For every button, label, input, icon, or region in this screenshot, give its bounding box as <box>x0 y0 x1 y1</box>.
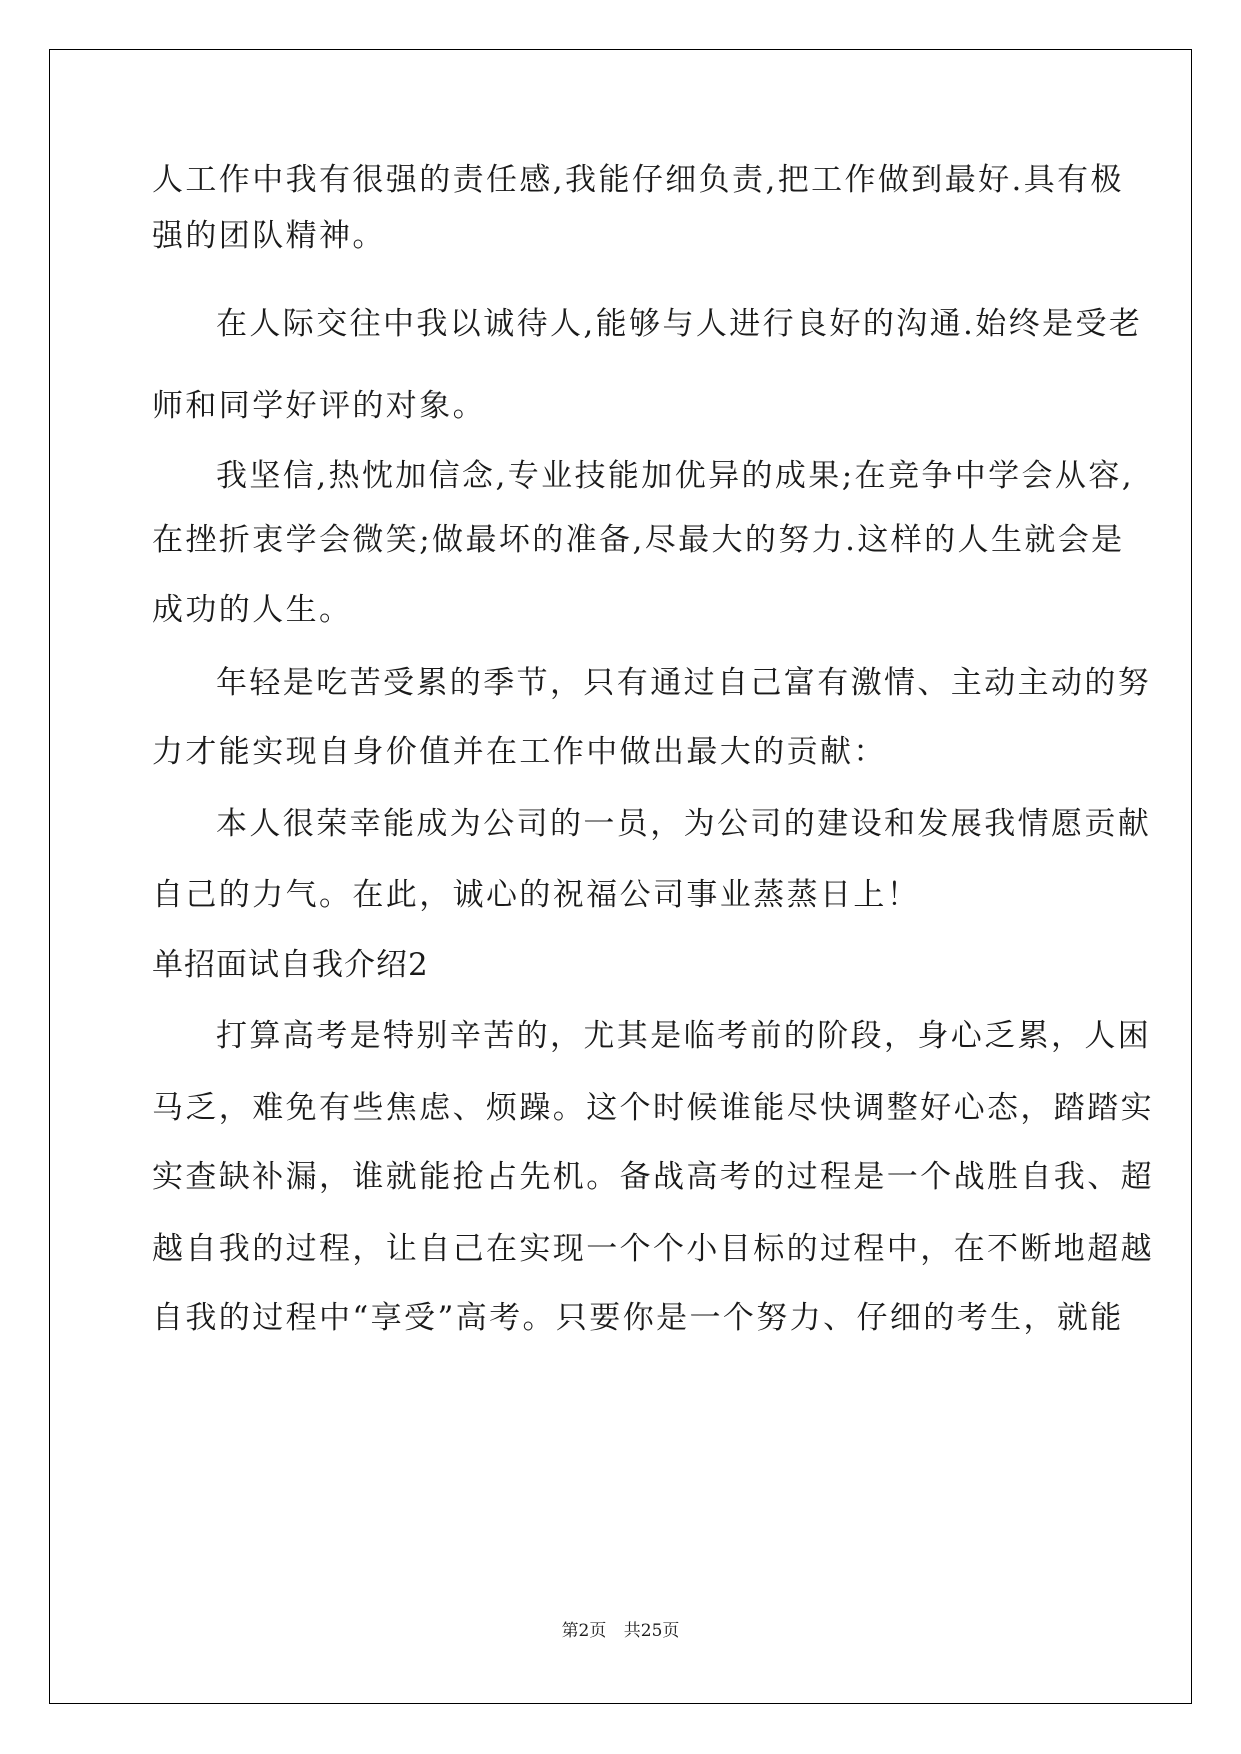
paragraph-line: 我坚信,热忱加信念,专业技能加优异的成果;在竞争中学会从容, <box>216 458 1135 494</box>
paragraph-line: 马乏，难免有些焦虑、烦躁。这个时候谁能尽快调整好心态，踏踏实 <box>152 1090 1154 1126</box>
paragraph-line: 自己的力气。在此，诚心的祝福公司事业蒸蒸日上！ <box>152 877 921 913</box>
paragraph-line: 力才能实现自身价值并在工作中做出最大的贡献： <box>152 734 887 770</box>
page-total: 共25页 <box>623 1621 680 1641</box>
paragraph-line: 在挫折衷学会微笑;做最坏的准备,尽最大的努力.这样的人生就会是 <box>152 522 1125 558</box>
paragraph-line: 越自我的过程，让自己在实现一个个小目标的过程中，在不断地超越 <box>152 1231 1154 1267</box>
paragraph-line: 成功的人生。 <box>152 592 353 628</box>
page-footer <box>0 1616 1241 1641</box>
section-heading: 单招面试自我介绍2 <box>152 947 429 983</box>
page-number: 第2页 <box>561 1621 607 1641</box>
paragraph-line: 本人很荣幸能成为公司的一员，为公司的建设和发展我情愿贡献 <box>216 806 1152 842</box>
paragraph-line: 实查缺补漏，谁就能抢占先机。备战高考的过程是一个战胜自我、超 <box>152 1159 1154 1195</box>
paragraph-line: 强的团队精神。 <box>152 218 386 254</box>
paragraph-line: 在人际交往中我以诚待人,能够与人进行良好的沟通.始终是受老 <box>216 306 1143 342</box>
paragraph-line: 打算高考是特别辛苦的，尤其是临考前的阶段，身心乏累，人困 <box>216 1018 1152 1054</box>
paragraph-line: 人工作中我有很强的责任感,我能仔细负责,把工作做到最好.具有极 <box>152 162 1124 198</box>
paragraph-line: 师和同学好评的对象。 <box>152 388 486 424</box>
paragraph-line: 自我的过程中“享受”高考。只要你是一个努力、仔细的考生，就能 <box>152 1300 1124 1336</box>
paragraph-line: 年轻是吃苦受累的季节，只有通过自己富有激情、主动主动的努 <box>216 665 1152 701</box>
